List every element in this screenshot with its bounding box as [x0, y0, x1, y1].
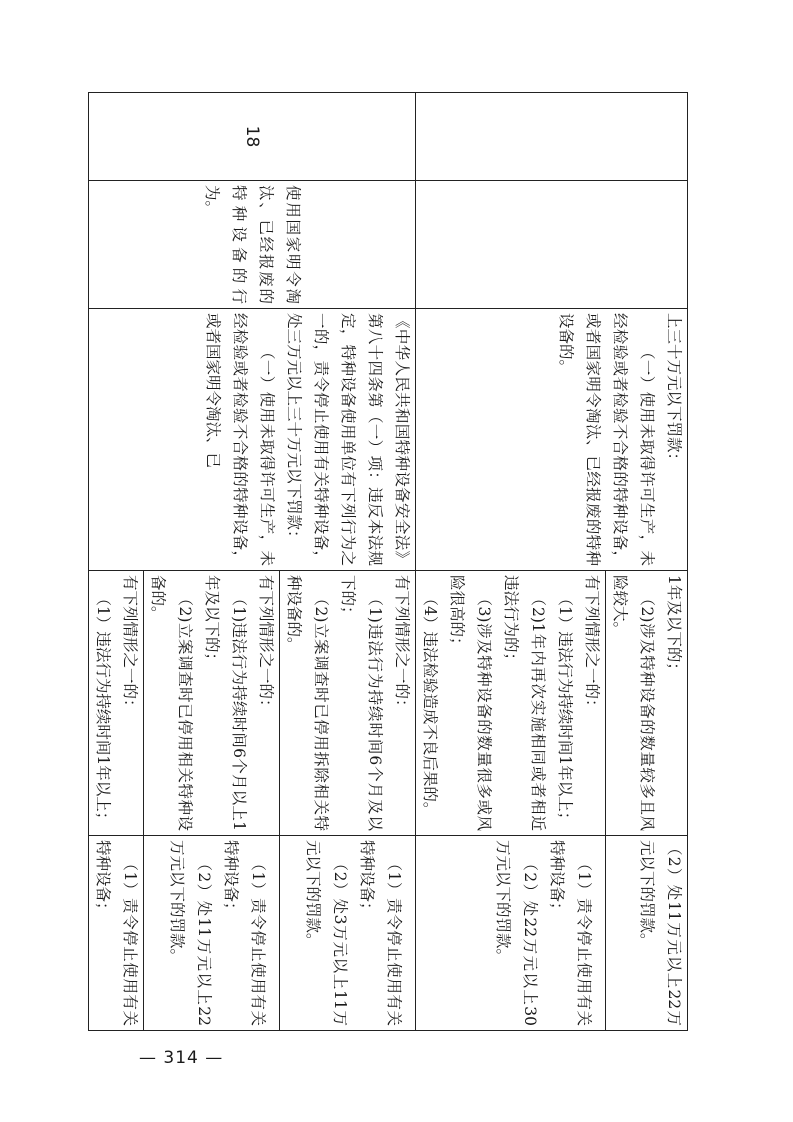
circumstance-line: （4）违法检验造成不良后果的。 — [421, 590, 439, 818]
circumstance-line: 有下列情形之一的： — [583, 575, 601, 715]
penalty-line: （2）处11万元以上22万元以下的罚款。 — [638, 840, 683, 1026]
penalty-cell — [89, 836, 144, 1031]
penalty-standards-table — [88, 92, 688, 1031]
penalty-cell — [144, 836, 280, 1031]
circumstance-cell — [89, 571, 144, 836]
circumstance-line: 有下列情形之一的： — [121, 575, 139, 715]
violation-item-text: 使用国家明令淘汰、已经报废的特种设备的行为。 — [203, 185, 302, 304]
circumstance-cell — [416, 571, 606, 836]
circumstance-cell — [280, 571, 416, 836]
violation-item-cell — [416, 181, 688, 309]
penalty-cell — [280, 836, 416, 1031]
rotated-page — [94, 92, 688, 1030]
circumstance-line: （1）违法行为持续时间1年以上； — [94, 590, 112, 828]
legal-basis-cell — [89, 309, 416, 571]
circumstance-line: （2)1年内再次实施相同或者相近违法行为的； — [502, 575, 547, 831]
circumstance-line: 有下列情形之一的： — [257, 575, 275, 715]
item-number-cell — [89, 93, 416, 181]
circumstance-line: （1)违法行为持续时间6个月及以下的； — [339, 575, 384, 831]
circumstance-line: （2)涉及特种设备的数量较多且风险较大。 — [611, 575, 656, 831]
basis-line: （一）使用未取得许可生产，未经检验或者检验不合格的特种设备，或者国家明令淘汰、已 — [204, 313, 276, 566]
circumstance-line: 1年及以下的； — [665, 575, 683, 678]
violation-item-cell — [89, 181, 416, 309]
penalty-line: （2）处11万元以上22万元以下的罚款。 — [168, 840, 213, 1026]
penalty-line: （2）处3万元以上11万元以下的罚款。 — [304, 840, 349, 1026]
item-number: 18 — [242, 125, 263, 148]
legal-basis-cell — [416, 309, 688, 571]
penalty-cell — [606, 836, 688, 1031]
penalty-line: （1）责令停止使用有关特种设备； — [94, 840, 139, 1026]
circumstance-cell — [144, 571, 280, 836]
circumstance-line: （1）违法行为持续时间1年以上； — [556, 590, 574, 828]
item-number-cell — [416, 93, 688, 181]
circumstance-line: 有下列情形之一的： — [393, 575, 411, 715]
penalty-line: （1）责令停止使用有关特种设备； — [222, 840, 267, 1026]
circumstance-line: （3)涉及特种设备的数量很多或风险很高的； — [448, 575, 493, 831]
circumstance-line: （1)违法行为持续时间6个月以上1年及以下的； — [203, 575, 248, 831]
circumstance-cell — [606, 571, 688, 836]
penalty-line: （1）责令停止使用有关特种设备； — [548, 840, 593, 1026]
penalty-cell — [416, 836, 606, 1031]
circumstance-line: （2)立案调查时已停用相关特种设备的。 — [149, 575, 194, 831]
table-row — [606, 93, 688, 1031]
table-row — [280, 93, 416, 1031]
basis-line: 《中华人民共和国特种设备安全法》第八十四条第（一）项：违反本法规定，特种设备使用单位有下列行为之一的，责令停止使用有关特种设备，处三万元以上三十万元以下罚款： — [285, 313, 411, 566]
circumstance-line: （2)立案调查时已停用拆除相关特种设备的。 — [285, 575, 330, 831]
basis-line: （一）使用未取得许可生产，未经检验或者检验不合格的特种设备，或者国家明令淘汰、已经报废的特种设备的。 — [557, 313, 656, 566]
basis-line: 上三十万元以下罚款： — [665, 313, 683, 469]
penalty-line: （1）责令停止使用有关特种设备； — [358, 840, 403, 1026]
penalty-line: （2）处22万元以上30万元以下的罚款。 — [494, 840, 539, 1026]
page-number: — 314 — — [139, 1048, 224, 1068]
